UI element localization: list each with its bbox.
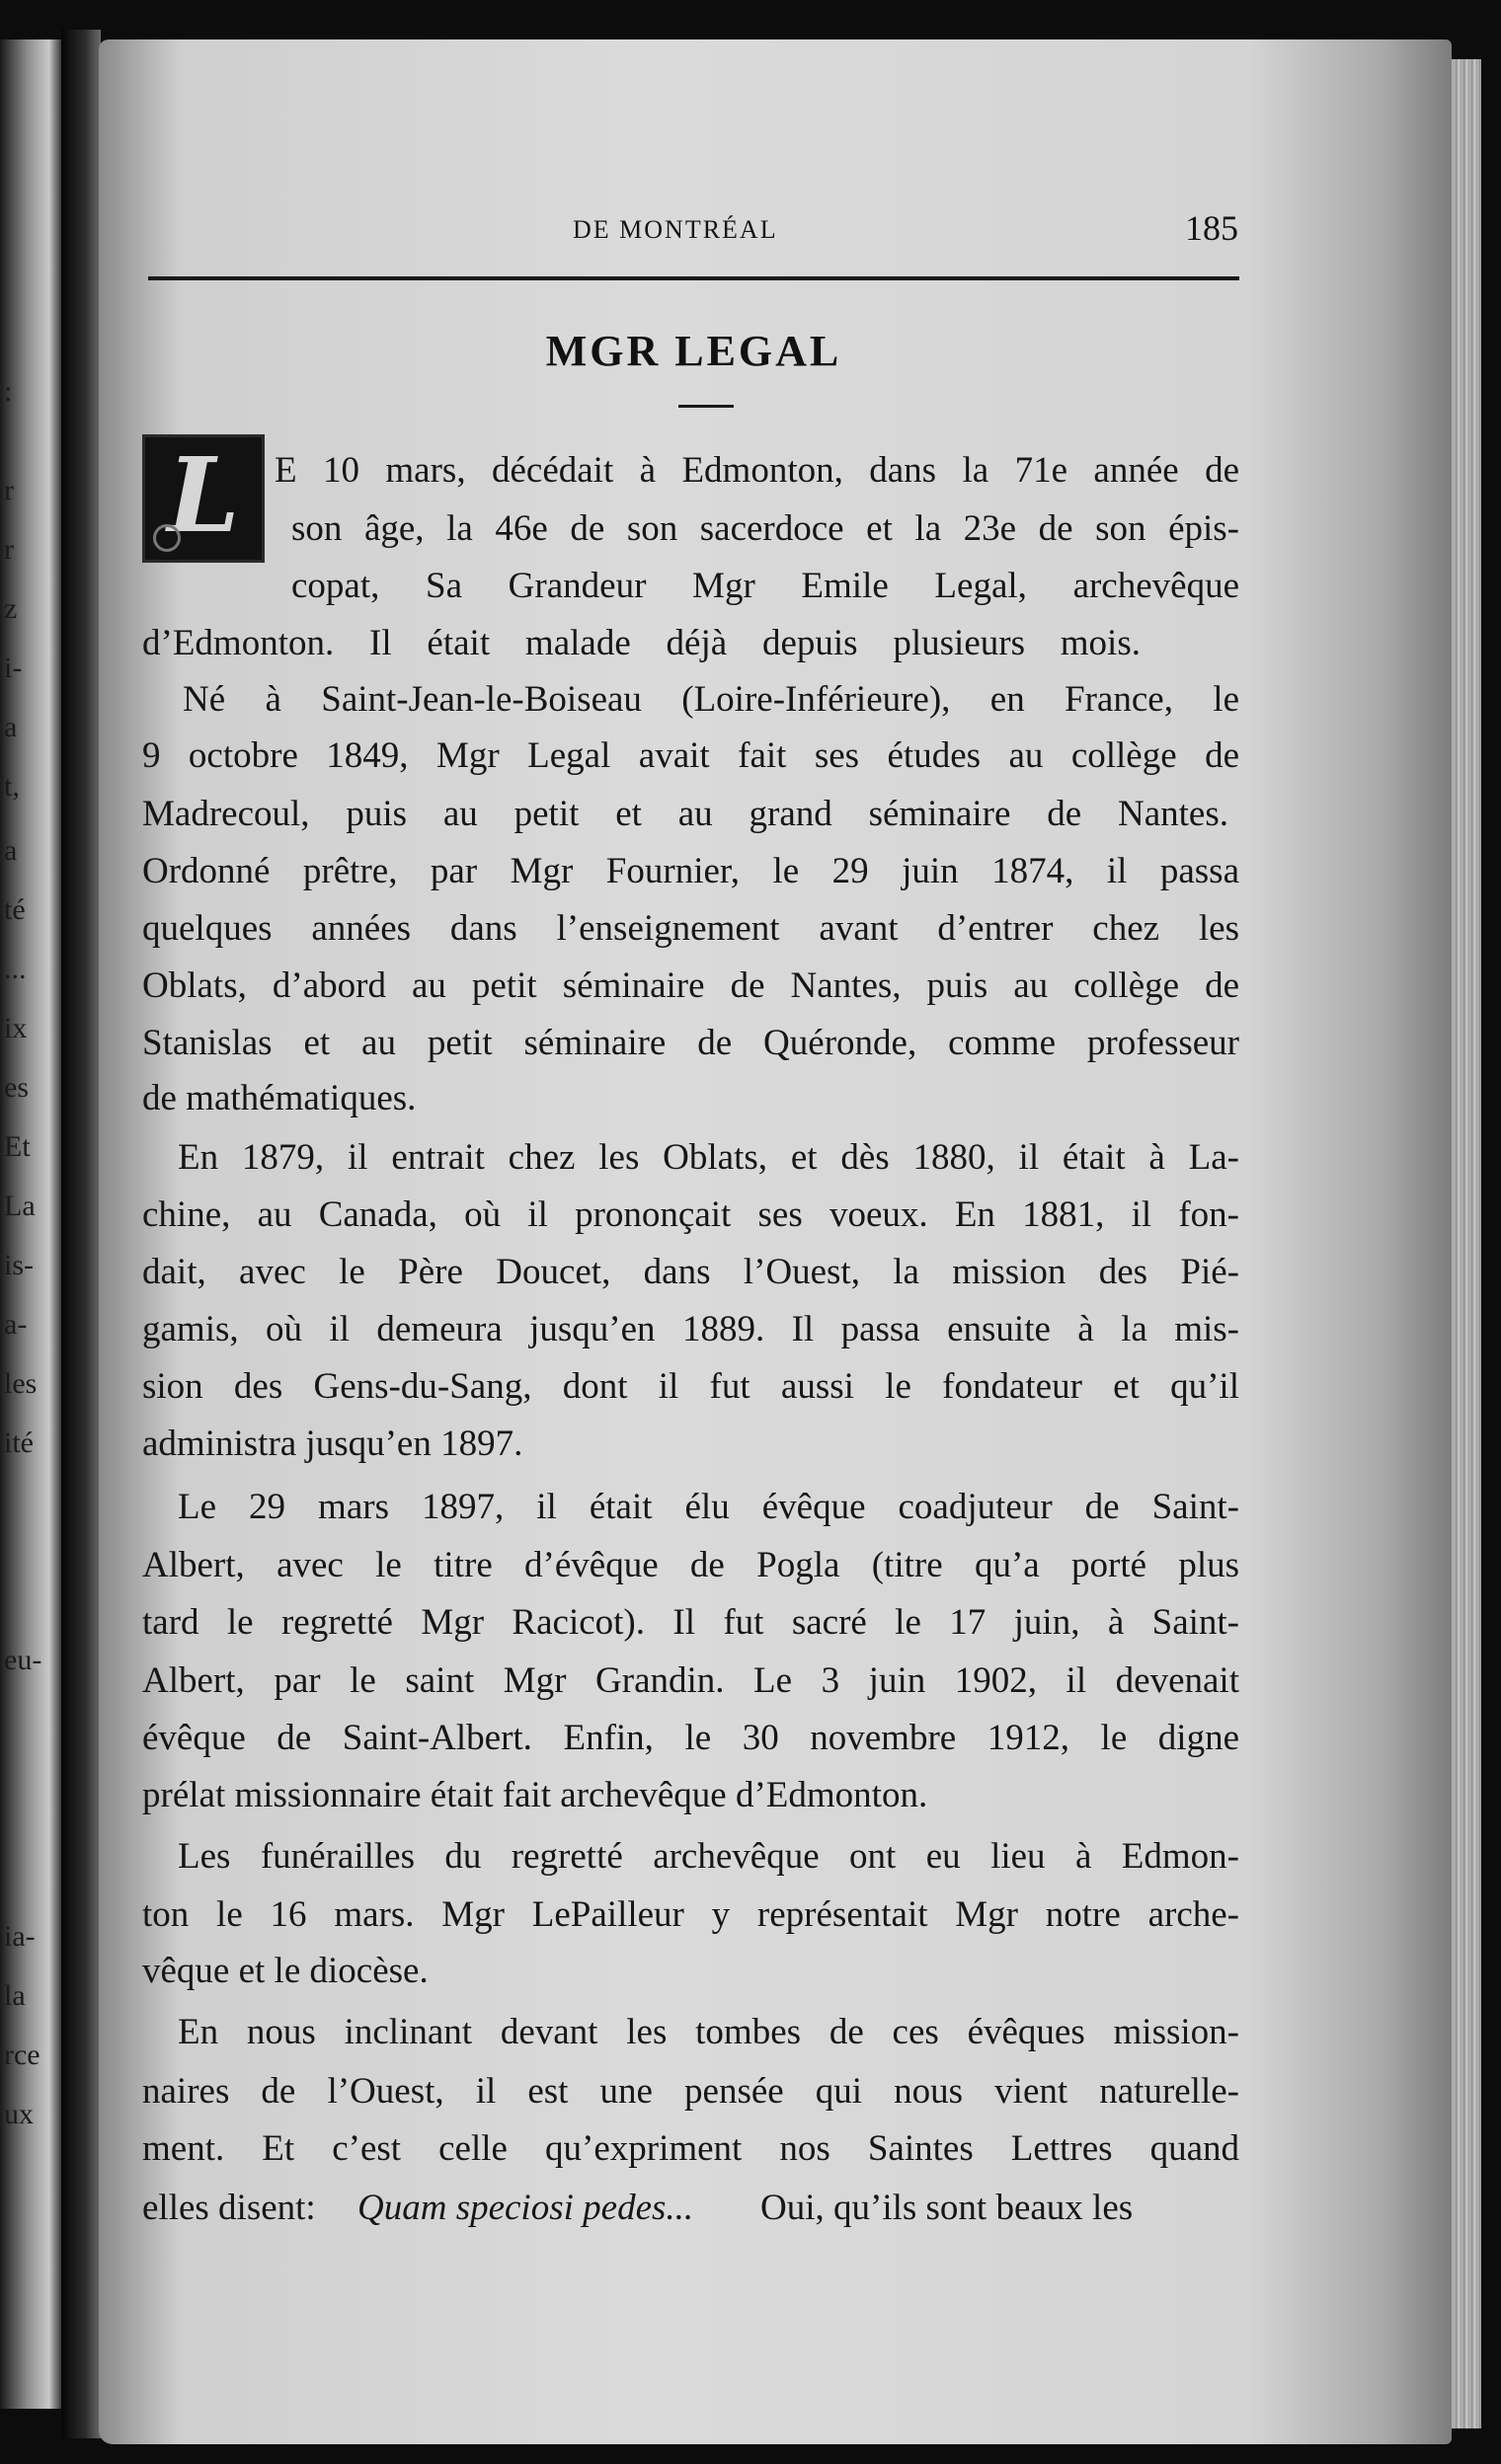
margin-fragment: is- — [4, 1249, 34, 1281]
margin-fragment: ... — [4, 953, 27, 985]
margin-fragment: eu- — [4, 1644, 42, 1676]
margin-fragment: a — [4, 711, 18, 743]
text-line: Madrecoul, puis au petit et au grand séminaire de Nantes. — [142, 794, 1228, 834]
text-line: En 1879, il entrait chez les Oblats, et dès 1880, il était à La- — [178, 1137, 1239, 1178]
text-line: naires de l’Ouest, il est une pensée qui nous vient naturelle- — [142, 2071, 1239, 2112]
margin-fragment: té — [4, 893, 26, 926]
text-line: En nous inclinant devant les tombes de ces évêques mission- — [178, 2012, 1239, 2052]
text-line: Le 29 mars 1897, il était élu évêque coadjuteur de Saint- — [178, 1487, 1239, 1527]
text-line: d’Edmonton. Il était malade déjà depuis plusieurs mois. — [142, 623, 1141, 663]
text-line: évêque de Saint-Albert. Enfin, le 30 novembre 1912, le digne — [142, 1718, 1239, 1758]
text-line: ton le 16 mars. Mgr LePailleur y représentait Mgr notre arche- — [142, 1894, 1239, 1935]
article-title: MGR LEGAL — [545, 327, 842, 375]
dropcap-letter: L — [167, 434, 240, 556]
margin-fragment: les — [4, 1367, 38, 1400]
text-line: vêque et le diocèse. — [142, 1951, 429, 1991]
text-line: tard le regretté Mgr Racicot). Il fut sacré le 17 juin, à Saint- — [142, 1602, 1239, 1643]
margin-fragment: : — [4, 375, 13, 408]
text-line: sion des Gens-du-Sang, dont il fut aussi le fondateur et qu’il — [142, 1366, 1239, 1407]
margin-fragment: rce — [4, 2039, 40, 2071]
text-line: copat, Sa Grandeur Mgr Emile Legal, archevêque — [291, 566, 1239, 606]
margin-fragment: es — [4, 1071, 29, 1104]
margin-fragment: ix — [4, 1012, 28, 1044]
text-line: Oui, qu’ils sont beaux les — [760, 2188, 1134, 2228]
latin-quotation: Quam speciosi pedes... — [357, 2188, 694, 2228]
text-line: 9 octobre 1849, Mgr Legal avait fait ses études au collège de — [142, 735, 1239, 776]
text-line: Ordonné prêtre, par Mgr Fournier, le 29 juin 1874, il passa — [142, 851, 1239, 891]
margin-fragment: a- — [4, 1308, 28, 1341]
text-line: quelques années dans l’enseignement avant d’entrer chez les — [142, 908, 1239, 949]
margin-fragment: z — [4, 592, 18, 625]
margin-fragment: t, — [4, 770, 20, 803]
text-line: administra jusqu’en 1897. — [142, 1424, 523, 1464]
margin-fragment: r — [4, 533, 14, 566]
margin-fragment: La — [4, 1190, 36, 1222]
text-line: elles disent: — [142, 2188, 316, 2228]
text-line: son âge, la 46e de son sacerdoce et la 23e de son épis- — [291, 508, 1239, 549]
margin-fragment: Et — [4, 1130, 31, 1163]
running-head: DE MONTRÉAL — [573, 215, 778, 244]
text-line: Oblats, d’abord au petit séminaire de Nantes, puis au collège de — [142, 965, 1239, 1006]
text-line: prélat missionnaire était fait archevêque d’Edmonton. — [142, 1775, 928, 1815]
margin-fragment: ia- — [4, 1920, 36, 1953]
text-line: Les funérailles du regretté archevêque ont eu lieu à Edmon- — [178, 1836, 1239, 1877]
margin-fragment: r — [4, 474, 14, 506]
margin-fragment: ité — [4, 1426, 34, 1459]
margin-fragment: a — [4, 834, 18, 867]
text-line: ment. Et c’est celle qu’expriment nos Saintes Lettres quand — [142, 2128, 1239, 2169]
text-line: E 10 mars, décédait à Edmonton, dans la 71e année de — [275, 450, 1239, 491]
text-line: chine, au Canada, où il prononçait ses voeux. En 1881, il fon- — [142, 1194, 1239, 1235]
text-line: Albert, par le saint Mgr Grandin. Le 3 juin 1902, il devenait — [142, 1660, 1239, 1701]
text-line: dait, avec le Père Doucet, dans l’Ouest, la mission des Pié- — [142, 1252, 1239, 1292]
text-line: de mathématiques. — [142, 1078, 417, 1118]
text-line: gamis, où il demeura jusqu’en 1889. Il passa ensuite à la mis- — [142, 1309, 1239, 1349]
margin-fragment: la — [4, 1979, 26, 2012]
text-line: Né à Saint-Jean-le-Boiseau (Loire-Inférieure), en France, le — [183, 679, 1239, 720]
margin-fragment: i- — [4, 652, 23, 684]
text-line: Albert, avec le titre d’évêque de Pogla (titre qu’a porté plus — [142, 1545, 1239, 1585]
margin-fragment: ux — [4, 2098, 34, 2130]
page-number: 185 — [1185, 208, 1238, 248]
text-line: Stanislas et au petit séminaire de Quéronde, comme professeur — [142, 1023, 1239, 1063]
